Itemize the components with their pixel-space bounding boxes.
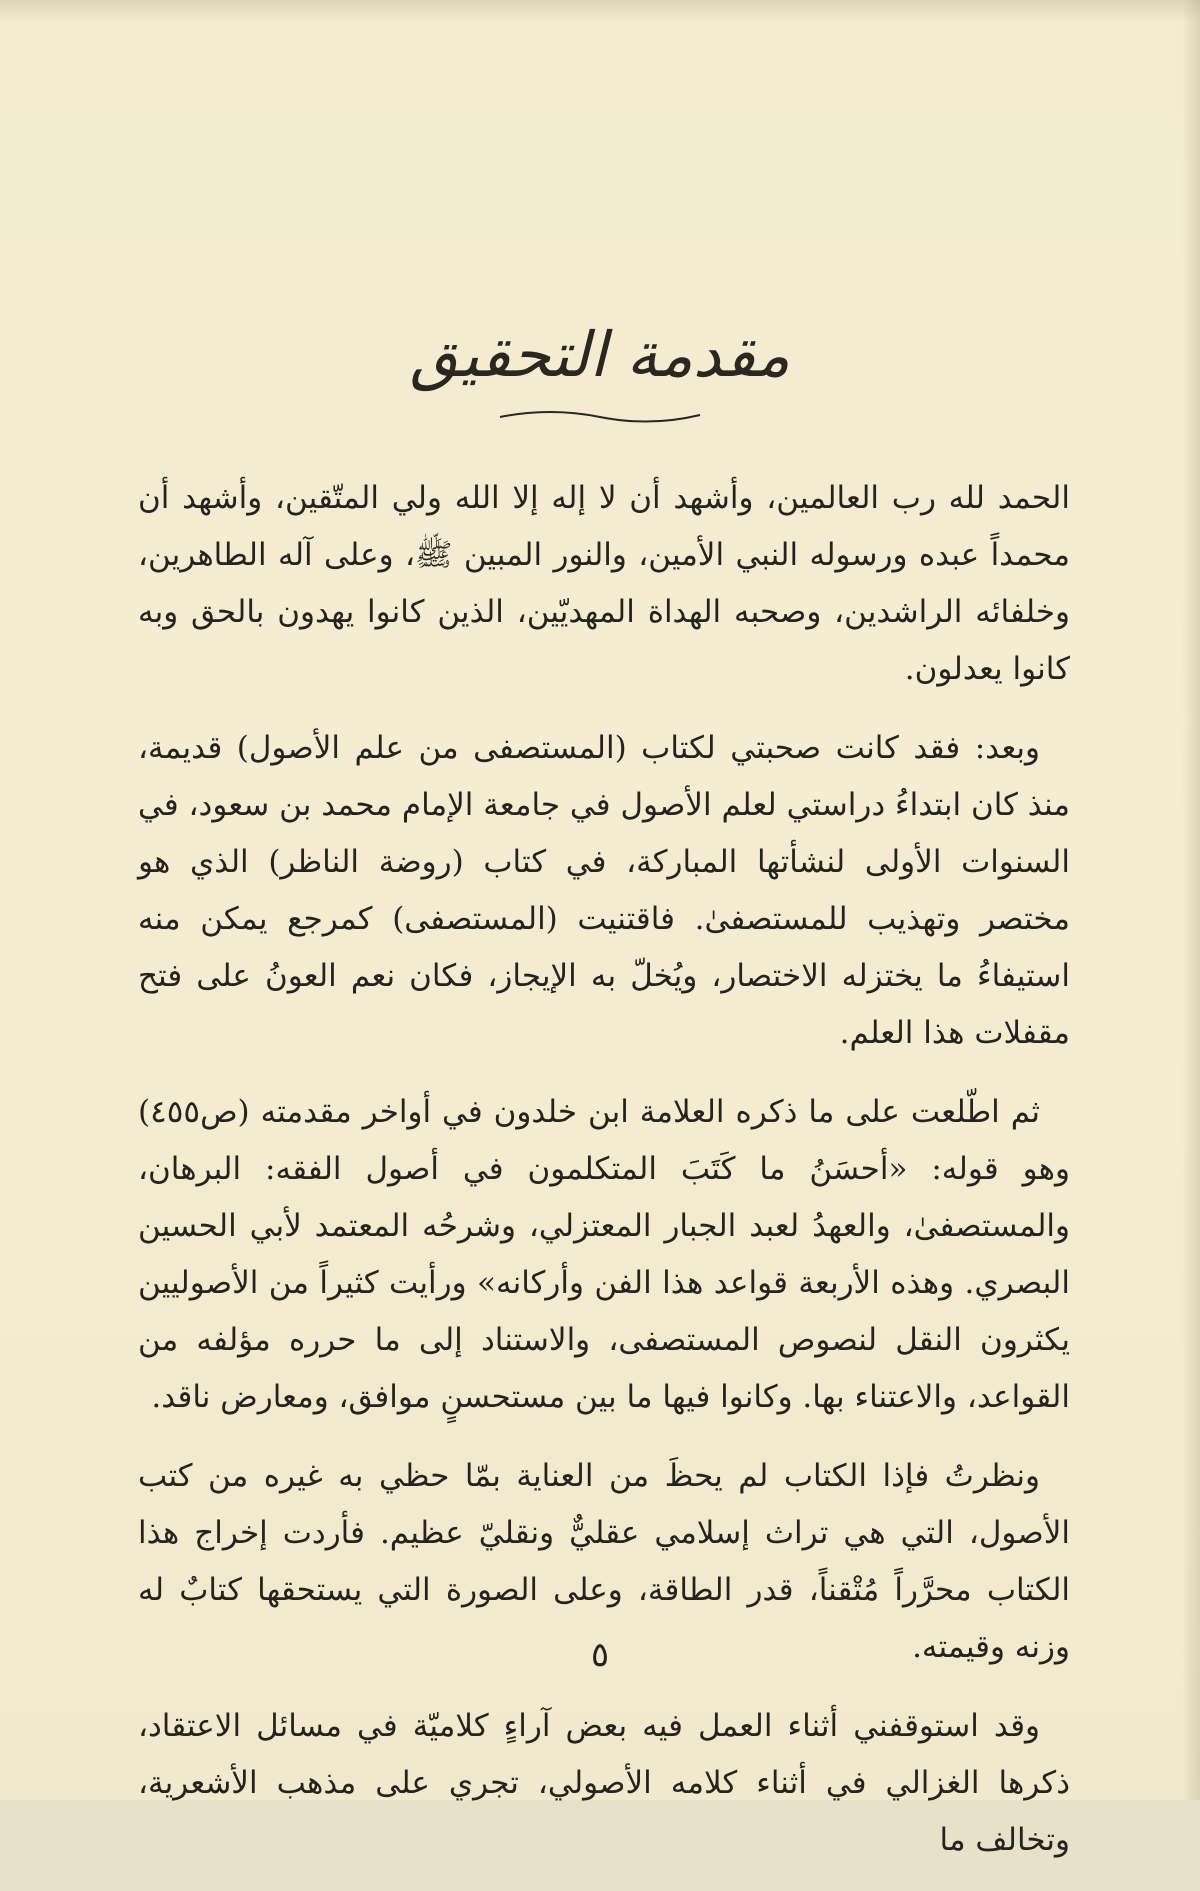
page-edge-shadow	[1182, 0, 1200, 1800]
paragraph-theological-views: وقد استوقفني أثناء العمل فيه بعض آراءٍ كلاميّة في مسائل الاعتقاد، ذكرها الغزالي في أثناء كلامه الأصولي، تجري على مذهب الأشعرية، وتخالف ما	[138, 1708, 1070, 1858]
body-text	[138, 470, 1070, 1891]
paragraph-introduction: وبعد: فقد كانت صحبتي لكتاب (المستصفى من علم الأصول) قديمة، منذ كان ابتداءُ دراستي لعلم الأصول في جامعة الإمام محمد بن سعود، في السنوات الأولى لنشأتها المباركة، في كتاب (روضة الناظر) الذي هو مختصر وتهذيب للمستصفىٰ. فاقتنيت (المستصفى) كمرجع يمكن منه استيفاءُ ما يختزله الاختصار، ويُخلّ به الإيجاز، فكان نعم العونُ على فتح مقفلات هذا العلم.	[138, 730, 1070, 1051]
paragraph-ibn-khaldun-quote: ثم اطّلعت على ما ذكره العلامة ابن خلدون في أواخر مقدمته (ص٤٥٥) وهو قوله: «أحسَنُ ما كَتَبَ المتكلمون في أصول الفقه: البرهان، والمستصفىٰ، والعهدُ لعبد الجبار المعتزلي، وشرحُه المعتمد لأبي الحسين البصري. وهذه الأربعة قواعد هذا الفن وأركانه» ورأيت كثيراً من الأصوليين يكثرون النقل لنصوص المستصفى، والاستناد إلى ما حرره مؤلفه من القواعد، والاعتناء بها. وكانوا فيها ما بين مستحسنٍ موافق، ومعارض ناقد.	[138, 1094, 1070, 1415]
paragraph-motivation: ونظرتُ فإذا الكتاب لم يحظَ من العناية بمّا حظي به غيره من كتب الأصول، التي هي تراث إسلامي عقليٌّ ونقليّ عظيم. فأردت إخراج هذا الكتاب محرَّراً مُتْقناً، قدر الطاقة، وعلى الصورة التي يستحقها كتابٌ له وزنه وقيمته.	[138, 1458, 1070, 1665]
page-heading: مقدمة التحقيق	[410, 318, 790, 391]
page-top-shadow	[0, 0, 1200, 22]
page-number: ٥	[590, 1635, 610, 1675]
paragraph-opening-praise: الحمد لله رب العالمين، وأشهد أن لا إله إلا الله ولي المتّقين، وأشهد أن محمداً عبده ورسوله النبي الأمين، والنور المبين ﷺ، وعلى آله الطاهرين، وخلفائه الراشدين، وصحبه الهداة المهديّين، الذين كانوا يهدون بالحق وبه كانوا يعدلون.	[138, 480, 1070, 687]
heading-flourish-decoration	[495, 405, 705, 427]
